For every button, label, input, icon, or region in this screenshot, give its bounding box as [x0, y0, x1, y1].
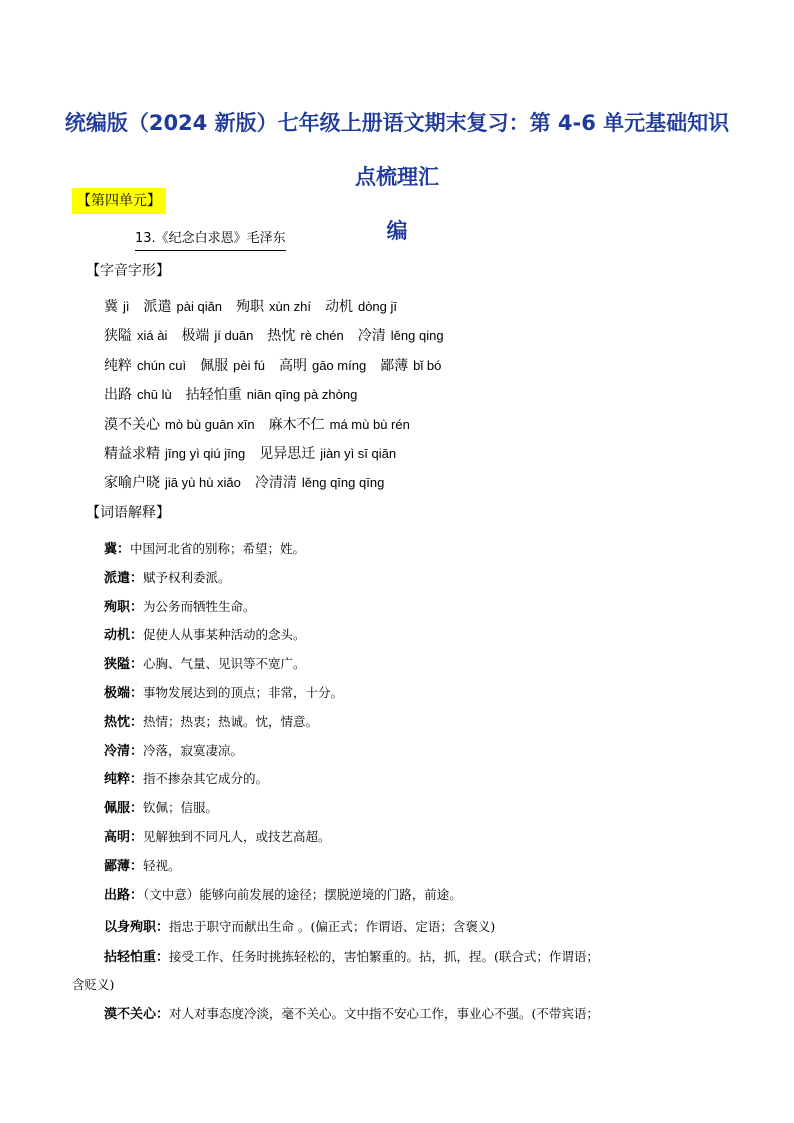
pinyin-word: 家喻户晓	[104, 475, 160, 492]
pinyin-reading: má mù bù rén	[329, 416, 410, 432]
definition-term: 殉职：	[104, 599, 144, 615]
definition-term: 派遣：	[104, 570, 144, 586]
pinyin-word: 动机	[324, 299, 353, 315]
definition-item	[104, 852, 724, 881]
pinyin-reading: mò bù guān xīn	[165, 416, 255, 432]
pinyin-entry	[104, 410, 255, 440]
pinyin-row	[104, 468, 744, 497]
pinyin-entry	[104, 439, 245, 469]
pinyin-entry	[144, 292, 223, 322]
pinyin-reading: dòng jī	[357, 299, 398, 314]
definition-item	[104, 942, 734, 972]
definition-item	[104, 823, 724, 852]
pinyin-word: 纯粹	[104, 357, 132, 374]
definition-list	[104, 535, 724, 909]
pinyin-word: 极端	[181, 328, 210, 345]
pinyin-word: 殉职	[236, 299, 265, 315]
pinyin-reading: jiàn yì sī qiān	[320, 445, 397, 461]
definition-term: 高明：	[104, 829, 144, 845]
pinyin-entry	[255, 468, 384, 498]
pinyin-word: 派遣	[143, 299, 172, 315]
definition-body: 热情；热衷；热诚。忱，情意。	[143, 713, 319, 729]
pinyin-word: 冀	[104, 299, 118, 315]
pinyin-reading: rè chén	[300, 328, 344, 344]
pinyin-list	[104, 292, 744, 498]
definition-item	[104, 999, 734, 1029]
pinyin-entry	[269, 410, 410, 440]
definition-body: （文中意）能够向前发展的途径；摆脱逆境的门路，前途。	[143, 886, 462, 902]
pinyin-entry	[279, 351, 366, 381]
definition-term: 热忱：	[104, 714, 144, 730]
pinyin-entry	[200, 351, 265, 381]
pinyin-reading: gāo míng	[311, 357, 367, 373]
definition-body: 赋予权利委派。	[143, 569, 231, 585]
pinyin-reading: jīng yì qiú jīng	[165, 445, 246, 461]
pinyin-word: 高明	[278, 357, 307, 374]
pinyin-word: 佩服	[200, 357, 229, 374]
definition-term: 佩服：	[104, 801, 144, 817]
pinyin-entry	[259, 439, 396, 469]
pinyin-entry	[104, 351, 186, 381]
definition-item	[104, 912, 734, 942]
definition-body: 对人对事态度冷淡，毫不关心。文中指不安心工作，事业心不强。(不带宾语；	[169, 1006, 599, 1021]
definition-body: 为公务而牺牲生命。	[143, 598, 256, 614]
section-heading-definitions: 【词语解释】	[86, 505, 170, 521]
pinyin-reading: xùn zhí	[269, 299, 311, 314]
definition-item	[104, 765, 724, 794]
pinyin-word: 拈轻怕重	[185, 387, 242, 404]
pinyin-word: 鄙薄	[380, 357, 409, 374]
definition-item	[104, 593, 724, 622]
pinyin-word: 麻木不仁	[268, 416, 325, 433]
pinyin-reading: lěng qing	[390, 328, 444, 344]
pinyin-word: 冷清清	[254, 475, 297, 492]
definition-list-extended	[104, 912, 734, 972]
definition-body: 接受工作、任务时挑拣轻松的，害怕繁重的。拈，抓，捏。(联合式；作谓语；	[169, 949, 599, 964]
lesson-title: 13.《纪念白求恩》毛泽东	[135, 228, 286, 251]
pinyin-word: 见异思迁	[259, 445, 316, 462]
definition-body: 见解独到不同凡人，或技艺高超。	[143, 828, 331, 844]
pinyin-word: 冷清	[357, 328, 386, 345]
definition-body: 事物发展达到的顶点；非常，十分。	[143, 684, 344, 700]
pinyin-reading: chún cuì	[137, 357, 187, 373]
definition-item	[104, 535, 724, 564]
pinyin-reading: bǐ bó	[413, 357, 442, 373]
definition-term: 漠不关心：	[104, 1007, 170, 1022]
pinyin-row	[104, 439, 744, 468]
pinyin-entry	[186, 380, 358, 410]
pinyin-entry	[104, 468, 241, 498]
definition-term: 狭隘：	[104, 657, 144, 673]
pinyin-reading: pài qiǎn	[176, 299, 223, 314]
pinyin-entry	[267, 321, 343, 351]
definition-term: 纯粹：	[104, 772, 144, 788]
pinyin-row	[104, 410, 744, 439]
pinyin-row	[104, 321, 744, 350]
definition-term: 冀：	[104, 542, 131, 557]
definition-term: 冷清：	[104, 743, 144, 759]
definition-body: 中国河北省的别称；希望；姓。	[130, 541, 306, 556]
definition-term: 出路：	[104, 887, 144, 903]
pinyin-reading: chū lù	[137, 387, 172, 403]
pinyin-row	[104, 351, 744, 380]
definition-continuation: 含贬义)	[72, 977, 115, 992]
title-line-2: 编	[386, 219, 408, 243]
unit-tag: 【第四单元】	[72, 188, 166, 214]
definition-body: 指不掺杂其它成分的。	[143, 771, 269, 787]
definition-item	[104, 679, 724, 708]
pinyin-word: 热忱	[267, 328, 296, 345]
title-line-1: 统编版（2024 新版）七年级上册语文期末复习：第 4-6 单元基础知识点梳理汇	[64, 111, 730, 189]
definition-term: 以身殉职：	[104, 920, 170, 935]
definition-item	[104, 564, 724, 593]
definition-body: 指忠于职守而献出生命 。(偏正式；作谓语、定语；含褒义)	[169, 919, 496, 934]
pinyin-reading: lěng qīng qīng	[301, 475, 385, 491]
pinyin-reading: jiā yù hù xiǎo	[165, 475, 241, 491]
pinyin-entry	[380, 351, 441, 381]
pinyin-entry	[104, 380, 172, 410]
pinyin-entry	[358, 321, 444, 351]
pinyin-reading: niān qīng pà zhòng	[246, 387, 358, 403]
definition-list-extended-2	[104, 999, 734, 1029]
definition-term: 鄙薄：	[104, 858, 144, 874]
definition-body: 轻视。	[143, 857, 181, 873]
pinyin-entry	[181, 321, 253, 351]
pinyin-reading: jì	[123, 299, 130, 314]
definition-item	[104, 650, 724, 679]
pinyin-word: 狭隘	[104, 328, 132, 345]
definition-body: 促使人从事某种活动的念头。	[143, 627, 306, 643]
pinyin-entry	[325, 292, 397, 322]
pinyin-row	[104, 292, 744, 321]
definition-body: 心胸、气量、见识等不宽广。	[143, 656, 306, 672]
pinyin-row	[104, 380, 744, 409]
pinyin-entry	[104, 292, 130, 322]
pinyin-entry	[104, 321, 167, 351]
pinyin-reading: jí duān	[214, 328, 254, 344]
definition-item	[104, 621, 724, 650]
definition-body: 冷落，寂寞凄凉。	[143, 742, 244, 758]
section-heading-pinyin: 【字音字形】	[86, 263, 170, 279]
definition-term: 拈轻怕重：	[104, 950, 170, 965]
pinyin-word: 精益求精	[104, 445, 160, 462]
definition-term: 极端：	[104, 685, 144, 701]
definition-body: 钦佩；信服。	[143, 800, 219, 816]
pinyin-reading: pèi fú	[233, 357, 265, 373]
definition-item	[104, 708, 724, 737]
definition-item	[104, 794, 724, 823]
pinyin-entry	[236, 292, 311, 322]
pinyin-reading: xiá ài	[137, 328, 168, 344]
definition-item	[104, 737, 724, 766]
pinyin-word: 漠不关心	[104, 416, 160, 433]
pinyin-word: 出路	[104, 387, 132, 404]
definition-term: 动机：	[104, 628, 144, 644]
definition-item	[104, 881, 724, 910]
